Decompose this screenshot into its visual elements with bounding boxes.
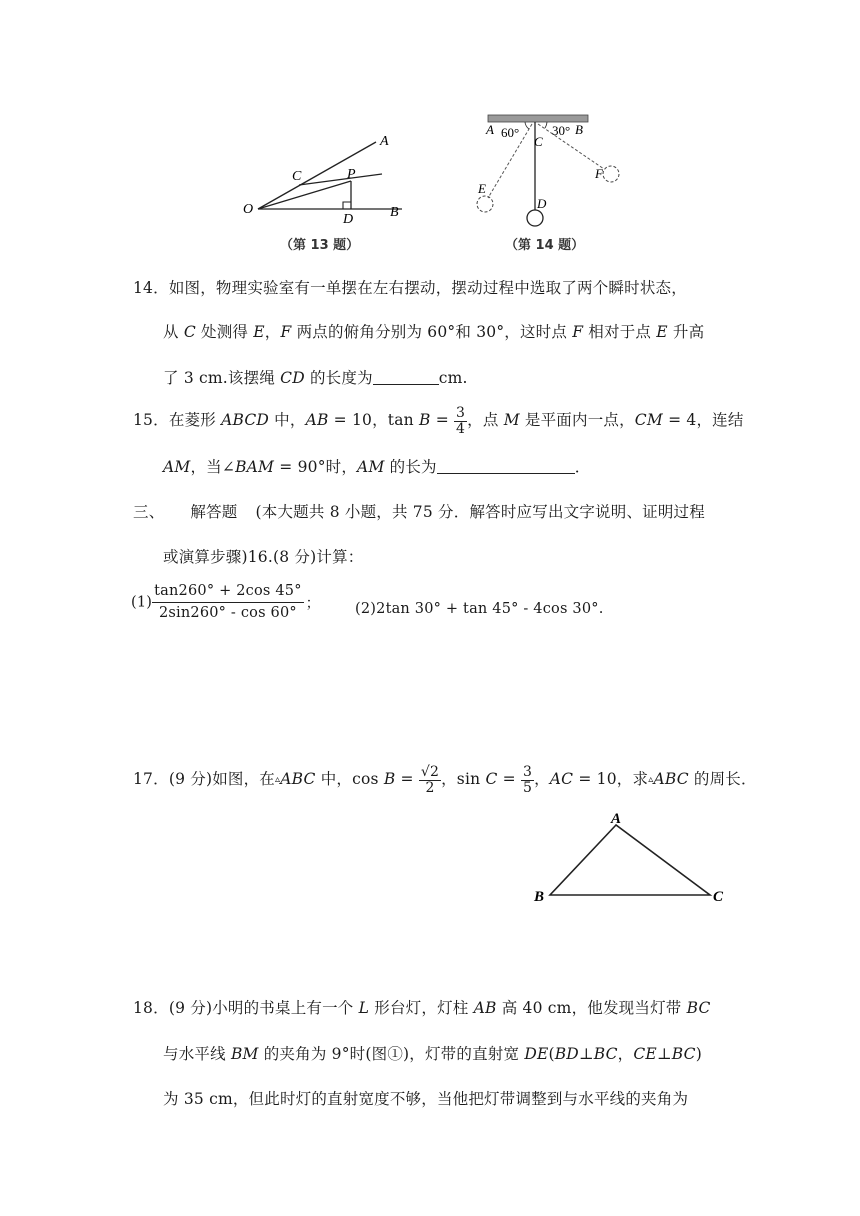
- segment-CP: [299, 174, 382, 185]
- q15-line-1: 15．在菱形 ABCD 中，AB = 10，tan B = $\frac{3}{4}$ ，点 M 是平面内一点，CM = 4，连结: [133, 404, 744, 437]
- angle-arc-left: [525, 122, 529, 129]
- q18-line-3: 为 35 cm，但此时灯的直射宽度不够，当他把灯带调整到与水平线的夹角为: [163, 1090, 689, 1108]
- q14-line-2: 从 C 处测得 E，F 两点的俯角分别为 60°和 30°，这时点 F 相对于点 E 升高: [163, 323, 705, 341]
- bob-D: [527, 210, 543, 226]
- triangle-ABC: [550, 825, 710, 895]
- answer-blank-q14[interactable]: [373, 370, 439, 385]
- q16-part-1: (1) $\frac{\tan 260^\circ + 2\cos 45^\circ}{2\sin 260^\circ - \cos 60^\circ}$ ；: [131, 583, 321, 622]
- label-angle-30: 30°: [552, 123, 571, 138]
- q15-line-2: AM，当∠BAM = 90°时，AM 的长为 ．: [163, 458, 591, 476]
- label-B: B: [534, 889, 545, 905]
- label-B: B: [390, 205, 399, 220]
- label-A: A: [486, 122, 494, 137]
- bob-E: [477, 196, 493, 212]
- q18-line-2: 与水平线 BM 的夹角为 9°时(图①)，灯带的直射宽 DE(BD⊥BC，CE⊥BC): [163, 1045, 702, 1063]
- label-angle-60: 60°: [501, 125, 520, 140]
- figure-13-caption: （第 13 题）: [280, 238, 360, 253]
- label-O: O: [243, 202, 254, 217]
- q16-part-2: (2)2tan 30° + tan 45° - 4cos 30°.: [355, 601, 604, 617]
- label-C: C: [534, 134, 543, 149]
- right-angle-mark: [343, 202, 351, 209]
- angle-arc-right: [545, 122, 547, 128]
- answer-blank-q15[interactable]: [437, 459, 575, 474]
- fraction-3-5: $\frac{3}{5}$: [522, 763, 533, 796]
- label-D: D: [343, 212, 354, 227]
- section-3-line-2: 或演算步骤)16.(8 分)计算：: [163, 548, 364, 566]
- label-E: E: [478, 181, 486, 196]
- q14-line-1: 14．如图，物理实验室有一单摆在左右摆动，摆动过程中选取了两个瞬时状态，: [133, 279, 687, 297]
- label-F: F: [595, 166, 603, 181]
- fraction-sqrt2-2: $\frac{√2}{2}$: [420, 763, 440, 796]
- q16-fraction: $\frac{\tan 260^\circ + 2\cos 45^\circ}{2\sin 260^\circ - \cos 60^\circ}$: [154, 583, 302, 622]
- q17-line: 17．(9 分)如图，在▵ABC 中，cos B = $\frac{√2}{2}$ ，sin C = $\frac{3}{5}$ ，AC = 10，求▵ABC 的周长．: [133, 763, 757, 796]
- figure-13: [230, 125, 430, 255]
- ceiling-bar: [488, 115, 588, 122]
- figure-14-caption: （第 14 题）: [505, 238, 585, 253]
- label-C: C: [713, 889, 724, 905]
- figure-14: [465, 108, 645, 256]
- q14-line-3: 了 3 cm.该摆绳 CD 的长度为 cm.: [163, 369, 468, 387]
- label-C: C: [292, 169, 302, 184]
- ray-OA: [258, 142, 376, 209]
- fraction-3-4: $\frac{3}{4}$: [456, 404, 466, 437]
- string-CF: [538, 124, 604, 169]
- label-A: A: [611, 811, 622, 827]
- bob-F: [603, 166, 619, 182]
- q18-line-1: 18．(9 分)小明的书桌上有一个 L 形台灯，灯柱 AB 高 40 cm，他发现当灯带 BC: [133, 999, 711, 1017]
- label-D: D: [537, 196, 547, 211]
- label-B: B: [575, 122, 583, 137]
- label-P: P: [347, 167, 356, 182]
- figure-17-triangle: [530, 808, 730, 908]
- segment-OP: [258, 181, 351, 209]
- label-A: A: [380, 134, 389, 149]
- section-3-heading: 三、 解答题 (本大题共 8 小题，共 75 分．解答时应写出文字说明、证明过程: [133, 503, 705, 521]
